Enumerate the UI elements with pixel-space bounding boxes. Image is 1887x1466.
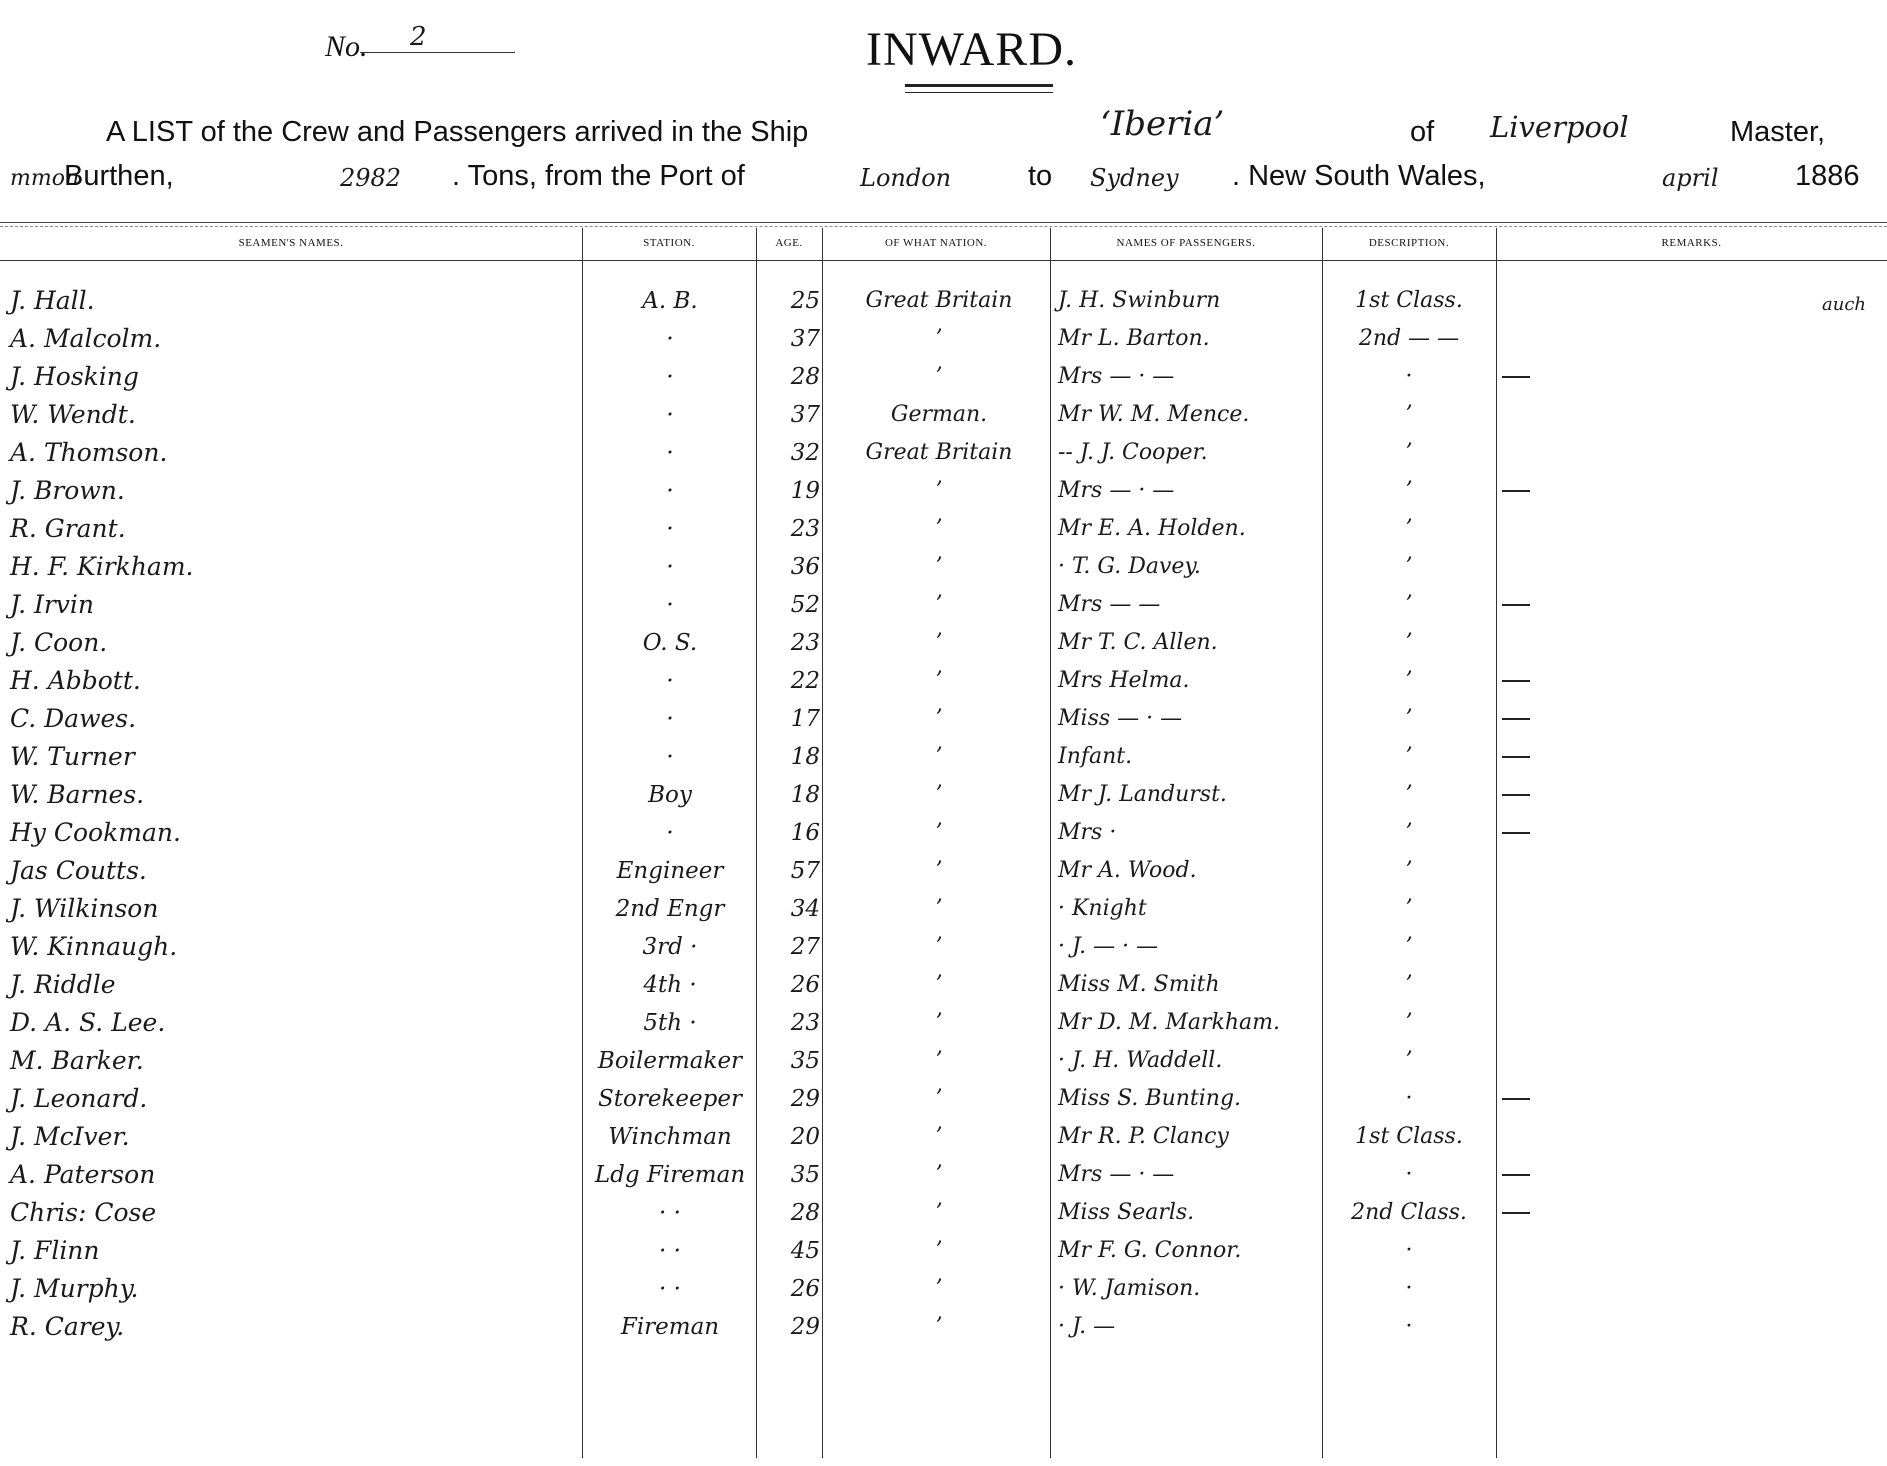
number-underline: [360, 52, 515, 53]
seaman-name: J. Murphy.: [10, 1274, 139, 1303]
nation: German.: [890, 402, 988, 427]
age: 52: [790, 592, 820, 618]
remark-dash-line: [1502, 718, 1530, 720]
table-row: [0, 548, 1887, 586]
nation: ’: [935, 1238, 943, 1263]
seaman-name: J. Hosking: [10, 362, 139, 391]
seaman-name: M. Barker.: [10, 1046, 144, 1075]
nation: ’: [935, 706, 943, 731]
passenger-description: ’: [1405, 1048, 1413, 1073]
master-label: Master,: [1730, 116, 1826, 148]
seaman-name: J. Brown.: [10, 476, 125, 505]
table-header-rule: [0, 260, 1887, 261]
list-intro-text: A LIST of the Crew and Passengers arrived in the Ship: [106, 116, 809, 148]
remark-dash-mark: [1502, 776, 1536, 814]
seaman-name: Chris: Cose: [10, 1198, 157, 1227]
table-row: [0, 1004, 1887, 1042]
remark-dash-line: [1502, 680, 1530, 682]
nation: ’: [935, 972, 943, 997]
age: 35: [790, 1162, 820, 1188]
column-header-description: DESCRIPTION.: [1368, 237, 1450, 249]
table-row: [0, 472, 1887, 510]
seaman-name: J. McIver.: [10, 1122, 130, 1151]
table-row: [0, 852, 1887, 890]
passenger-name: Mrs — · —: [1058, 364, 1175, 389]
passenger-name: Infant.: [1058, 744, 1133, 769]
age: 32: [790, 440, 820, 466]
seaman-name: J. Flinn: [10, 1236, 100, 1265]
nation: Great Britain: [865, 440, 1013, 465]
remark-dash-mark: [1502, 1156, 1536, 1194]
station: O. S.: [642, 630, 698, 656]
remark-dash-line: [1502, 1212, 1530, 1214]
station: A. B.: [642, 288, 698, 314]
age: 23: [790, 516, 820, 542]
station: ·: [666, 326, 674, 352]
table-row: [0, 966, 1887, 1004]
age: 16: [790, 820, 820, 846]
table-row: [0, 776, 1887, 814]
passenger-description: ’: [1405, 630, 1413, 655]
seaman-name: R. Carey.: [10, 1312, 125, 1341]
nation: ’: [935, 1276, 943, 1301]
age: 37: [790, 326, 820, 352]
age: 28: [790, 1200, 820, 1226]
table-row: [0, 1118, 1887, 1156]
station: ·: [666, 554, 674, 580]
age: 23: [790, 1010, 820, 1036]
passenger-name: Mr T. C. Allen.: [1058, 630, 1218, 655]
passenger-description: 2nd Class.: [1351, 1200, 1467, 1225]
remark-dash-mark: [1502, 1080, 1536, 1118]
table-row: [0, 1270, 1887, 1308]
seaman-name: J. Wilkinson: [10, 894, 159, 923]
port-of-registry: Liverpool: [1490, 110, 1629, 144]
station: 4th ·: [643, 972, 697, 998]
seaman-name: D. A. S. Lee.: [10, 1008, 166, 1037]
passenger-description: ’: [1405, 858, 1413, 883]
seaman-name: J. Irvin: [10, 590, 95, 619]
seaman-name: C. Dawes.: [10, 704, 137, 733]
passenger-description: ·: [1405, 1314, 1413, 1339]
seaman-name: H. Abbott.: [10, 666, 141, 695]
table-row: [0, 738, 1887, 776]
table-row: [0, 890, 1887, 928]
station: ·: [666, 516, 674, 542]
crew-passenger-table: [0, 222, 1887, 1466]
table-row: [0, 700, 1887, 738]
seaman-name: W. Wendt.: [10, 400, 136, 429]
station: Fireman: [620, 1314, 720, 1340]
table-top-rule-dashed: [0, 226, 1887, 227]
passenger-description: ·: [1405, 364, 1413, 389]
seaman-name: W. Turner: [10, 742, 135, 771]
age: 25: [790, 288, 820, 314]
passenger-name: Mr D. M. Markham.: [1058, 1010, 1281, 1035]
nation: ’: [935, 744, 943, 769]
station: ·: [666, 744, 674, 770]
arrival-year: 1886: [1795, 160, 1860, 192]
nation: ’: [935, 858, 943, 883]
passenger-name: Mr L. Barton.: [1058, 326, 1210, 351]
nation: ’: [935, 1200, 943, 1225]
table-top-rule: [0, 222, 1887, 223]
nation: ’: [935, 1048, 943, 1073]
passenger-name: Mrs — —: [1058, 592, 1161, 617]
nation: ’: [935, 782, 943, 807]
station: ·: [666, 402, 674, 428]
age: 37: [790, 402, 820, 428]
passenger-description: ’: [1405, 516, 1413, 541]
passenger-name: Mrs — · —: [1058, 478, 1175, 503]
remark-fragment: auch: [1822, 294, 1866, 315]
station: 5th ·: [643, 1010, 697, 1036]
passenger-name: · J. —: [1058, 1314, 1116, 1339]
master-name-fragment: mmon: [10, 166, 80, 191]
passenger-description: ·: [1405, 1276, 1413, 1301]
passenger-name: Mrs Helma.: [1058, 668, 1190, 693]
passenger-description: ’: [1405, 478, 1413, 503]
passenger-description: ’: [1405, 554, 1413, 579]
passenger-description: ·: [1405, 1086, 1413, 1111]
nation: ’: [935, 1162, 943, 1187]
table-row: [0, 1156, 1887, 1194]
passenger-description: ’: [1405, 440, 1413, 465]
nation: ’: [935, 668, 943, 693]
passenger-name: Mrs ·: [1058, 820, 1117, 845]
nation: ’: [935, 820, 943, 845]
title-rule-thin: [905, 92, 1053, 93]
passenger-description: ·: [1405, 1238, 1413, 1263]
passenger-description: ’: [1405, 782, 1413, 807]
remark-dash-line: [1502, 604, 1530, 606]
station: Boilermaker: [597, 1048, 743, 1074]
station: Boy: [648, 782, 692, 808]
table-row: [0, 624, 1887, 662]
remark-dash-mark: [1502, 700, 1536, 738]
remark-dash-mark: [1502, 814, 1536, 852]
age: 34: [790, 896, 820, 922]
remark-dash-line: [1502, 832, 1530, 834]
passenger-name: Mr R. P. Clancy: [1058, 1124, 1229, 1149]
passenger-description: ’: [1405, 592, 1413, 617]
nation: ’: [935, 1010, 943, 1035]
passenger-name: · Knight: [1058, 896, 1147, 921]
age: 57: [790, 858, 820, 884]
table-row: [0, 282, 1887, 320]
station: ·: [666, 668, 674, 694]
table-row: [0, 434, 1887, 472]
seaman-name: A. Malcolm.: [10, 324, 162, 353]
passenger-description: ’: [1405, 1010, 1413, 1035]
column-header-age: AGE.: [775, 237, 803, 249]
nation: ’: [935, 326, 943, 351]
column-header-seamen: SEAMEN'S NAMES.: [238, 237, 344, 249]
table-row: [0, 358, 1887, 396]
table-row: [0, 662, 1887, 700]
remark-dash-mark: [1502, 472, 1536, 510]
table-row: [0, 320, 1887, 358]
age: 18: [790, 782, 820, 808]
table-row: [0, 396, 1887, 434]
passenger-name: Miss M. Smith: [1058, 972, 1220, 997]
passenger-name: Mrs — · —: [1058, 1162, 1175, 1187]
page-title: INWARD.: [866, 23, 1077, 76]
nation: ’: [935, 896, 943, 921]
column-header-remarks: REMARKS.: [1661, 237, 1722, 249]
from-port: London: [860, 164, 952, 192]
nation: ’: [935, 1086, 943, 1111]
passenger-name: Miss Searls.: [1058, 1200, 1195, 1225]
station: Ldg Fireman: [594, 1162, 746, 1188]
nation: ’: [935, 1314, 943, 1339]
passenger-name: Mr W. M. Mence.: [1058, 402, 1250, 427]
remark-dash-line: [1502, 490, 1530, 492]
age: 26: [790, 1276, 820, 1302]
passenger-description: ’: [1405, 744, 1413, 769]
table-row: [0, 510, 1887, 548]
column-header-station: STATION.: [643, 237, 695, 249]
passenger-name: -- J. J. Cooper.: [1058, 440, 1208, 465]
nation: ’: [935, 364, 943, 389]
passenger-name: Mr F. G. Connor.: [1058, 1238, 1242, 1263]
passenger-name: J. H. Swinburn: [1058, 288, 1221, 313]
seaman-name: W. Barnes.: [10, 780, 145, 809]
seaman-name: A. Thomson.: [10, 438, 168, 467]
age: 27: [790, 934, 820, 960]
nation: ’: [935, 934, 943, 959]
age: 36: [790, 554, 820, 580]
remark-dash-mark: [1502, 358, 1536, 396]
station: 2nd Engr: [615, 896, 725, 922]
age: 20: [790, 1124, 820, 1150]
passenger-name: · W. Jamison.: [1058, 1276, 1201, 1301]
seaman-name: J. Coon.: [10, 628, 108, 657]
table-row: [0, 1080, 1887, 1118]
nation: ’: [935, 1124, 943, 1149]
passenger-name: Miss S. Bunting.: [1058, 1086, 1242, 1111]
tons-label: . Tons, from the Port of: [452, 160, 745, 192]
nation: ’: [935, 554, 943, 579]
burthen-label: Burthen,: [64, 160, 174, 192]
station: Engineer: [616, 858, 724, 884]
table-row: [0, 1042, 1887, 1080]
station: · ·: [659, 1238, 681, 1264]
passenger-description: 1st Class.: [1355, 1124, 1463, 1149]
nation: ’: [935, 478, 943, 503]
passenger-description: ’: [1405, 972, 1413, 997]
table-row: [0, 1308, 1887, 1346]
seaman-name: R. Grant.: [10, 514, 126, 543]
remark-dash-mark: [1502, 662, 1536, 700]
passenger-name: · J. H. Waddell.: [1058, 1048, 1223, 1073]
age: 22: [790, 668, 820, 694]
to-label: to: [1028, 160, 1053, 192]
nation: Great Britain: [865, 288, 1013, 313]
passenger-name: Mr J. Landurst.: [1058, 782, 1227, 807]
passenger-description: 1st Class.: [1355, 288, 1463, 313]
age: 18: [790, 744, 820, 770]
table-row: [0, 1232, 1887, 1270]
station: ·: [666, 592, 674, 618]
remark-dash-line: [1502, 756, 1530, 758]
seaman-name: A. Paterson: [10, 1160, 156, 1189]
remark-dash-line: [1502, 1098, 1530, 1100]
table-row: [0, 1194, 1887, 1232]
age: 35: [790, 1048, 820, 1074]
passenger-description: ’: [1405, 402, 1413, 427]
seaman-name: J. Hall.: [10, 286, 95, 315]
remark-dash-mark: [1502, 586, 1536, 624]
station: 3rd ·: [642, 934, 698, 960]
nation: ’: [935, 592, 943, 617]
age: 19: [790, 478, 820, 504]
age: 29: [790, 1314, 820, 1340]
seaman-name: W. Kinnaugh.: [10, 932, 178, 961]
station: · ·: [659, 1200, 681, 1226]
number-label: No.: [325, 30, 368, 63]
station: ·: [666, 364, 674, 390]
station: ·: [666, 706, 674, 732]
nation: ’: [935, 630, 943, 655]
table-row: [0, 814, 1887, 852]
seaman-name: H. F. Kirkham.: [10, 552, 194, 581]
remark-dash-mark: [1502, 1194, 1536, 1232]
station: ·: [666, 440, 674, 466]
table-row: [0, 928, 1887, 966]
of-label: of: [1410, 116, 1435, 148]
number-value: 2: [410, 22, 427, 52]
age: 28: [790, 364, 820, 390]
remark-dash-line: [1502, 376, 1530, 378]
ship-name: ‘Iberia’: [1100, 104, 1225, 144]
nsw-label: . New South Wales,: [1232, 160, 1486, 192]
seaman-name: J. Riddle: [10, 970, 116, 999]
seaman-name: Hy Cookman.: [10, 818, 181, 847]
passenger-name: Mr E. A. Holden.: [1058, 516, 1246, 541]
age: 17: [790, 706, 820, 732]
age: 26: [790, 972, 820, 998]
title-rule: [905, 84, 1053, 87]
passenger-name: · J. — · —: [1058, 934, 1159, 959]
passenger-description: ’: [1405, 668, 1413, 693]
station: ·: [666, 478, 674, 504]
passenger-description: ’: [1405, 820, 1413, 845]
passenger-description: ’: [1405, 934, 1413, 959]
passenger-name: Miss — · —: [1058, 706, 1183, 731]
burthen-value: 2982: [340, 164, 402, 192]
passenger-description: ·: [1405, 1162, 1413, 1187]
nation: ’: [935, 516, 943, 541]
age: 29: [790, 1086, 820, 1112]
station: Storekeeper: [598, 1086, 742, 1112]
station: Winchman: [608, 1124, 732, 1150]
seaman-name: Jas Coutts.: [10, 856, 147, 885]
passenger-description: 2nd — —: [1358, 326, 1460, 351]
remark-dash-line: [1502, 1174, 1530, 1176]
passenger-name: Mr A. Wood.: [1058, 858, 1197, 883]
remark-dash-line: [1502, 794, 1530, 796]
station: · ·: [659, 1276, 681, 1302]
age: 45: [790, 1238, 820, 1264]
passenger-name: · T. G. Davey.: [1058, 554, 1201, 579]
table-row: [0, 586, 1887, 624]
age: 23: [790, 630, 820, 656]
station: ·: [666, 820, 674, 846]
arrival-month: april: [1662, 164, 1719, 192]
column-header-passengers: NAMES OF PASSENGERS.: [1116, 237, 1256, 249]
column-header-nation: OF WHAT NATION.: [884, 237, 988, 249]
to-port: Sydney: [1090, 164, 1179, 192]
passenger-description: ’: [1405, 896, 1413, 921]
passenger-description: ’: [1405, 706, 1413, 731]
seaman-name: J. Leonard.: [10, 1084, 148, 1113]
remark-dash-mark: [1502, 738, 1536, 776]
